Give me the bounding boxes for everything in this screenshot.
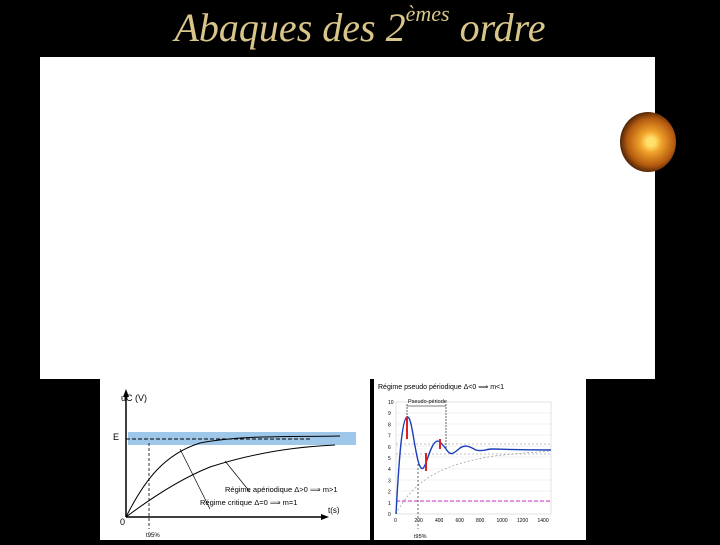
- y-tick-label: 9: [388, 411, 391, 418]
- y-tick-label: 4: [388, 467, 391, 474]
- y-tick-label: 7: [388, 433, 391, 440]
- y-tick-label: 3: [388, 478, 391, 485]
- pseudo-chart-svg: [374, 379, 586, 540]
- x-tick-label: 600: [455, 518, 464, 524]
- y-tick-label: 8: [388, 422, 391, 429]
- origin-label: 0: [120, 517, 126, 527]
- title-end-text: ordre: [449, 5, 546, 50]
- x-tick-labels: [394, 518, 549, 524]
- critical-regime-label: Régime critique Δ=0 ⟹ m=1: [200, 498, 298, 507]
- title-main-text: Abaques des 2: [174, 5, 406, 50]
- y-tick-labels: [388, 400, 394, 518]
- plot-area: [396, 402, 551, 514]
- pseudo-periodic-chart: [374, 379, 586, 540]
- x-tick-label: 200: [414, 518, 423, 524]
- title-superscript: èmes: [405, 0, 450, 26]
- y-tick-label: 5: [388, 456, 391, 462]
- x-tick-label: 400: [435, 518, 444, 524]
- t95-label: t95%: [146, 533, 160, 539]
- t95-label: t95%: [414, 534, 427, 540]
- aperiodic-regime-label: Régime apériodique Δ>0 ⟹ m>1: [225, 485, 338, 494]
- pseudo-chart-title: Régime pseudo périodique Δ<0 ⟹ m<1: [378, 384, 505, 391]
- y-tick-label: 0: [388, 512, 391, 518]
- x-tick-label: 1400: [537, 518, 549, 524]
- e-label: E: [113, 432, 120, 442]
- slide-title: [0, 0, 720, 51]
- y-tick-label: 6: [388, 444, 391, 451]
- x-tick-label: 0: [394, 518, 397, 524]
- y-tick-label: 1: [388, 500, 391, 507]
- aperiodic-critical-chart: [100, 379, 370, 540]
- x-tick-label: 800: [476, 518, 485, 524]
- aperiodic-chart-svg: [100, 379, 370, 540]
- orange-glow-decoration: [620, 112, 676, 172]
- x-axis-label: t(s): [328, 506, 340, 515]
- blank-image-panel: [40, 57, 655, 379]
- x-tick-label: 1200: [517, 518, 529, 524]
- y-tick-label: 2: [388, 489, 391, 496]
- x-tick-label: 1000: [496, 518, 508, 524]
- y-axis-label: uC (V): [121, 393, 148, 403]
- pseudo-period-label: Pseudo-période: [408, 399, 447, 405]
- y-tick-label: 10: [388, 400, 394, 406]
